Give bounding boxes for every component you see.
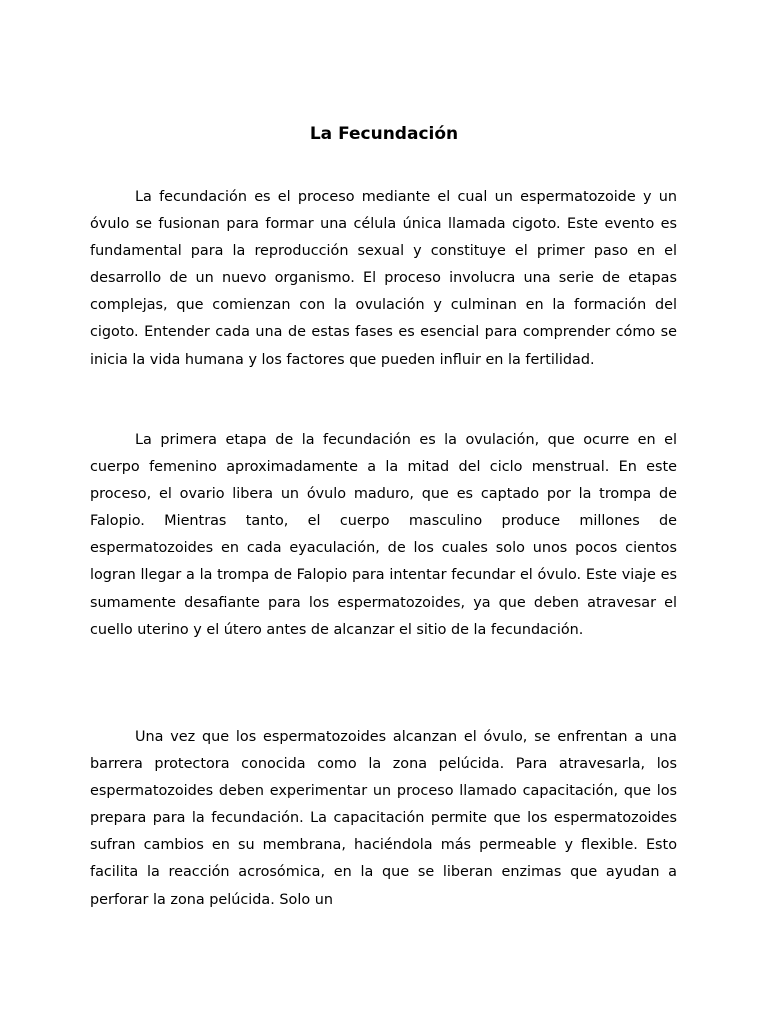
paragraph-1: La fecundación es el proceso mediante el cual un espermatozoide y un óvulo se fusionan para formar una célula única llamada cigoto. Este evento es fundamental para la reproducción sexual y constituye el primer paso en el desarrollo de un nuevo organismo. El proceso involucra una serie de etapas complejas, que comienzan con la ovulación y culminan en la formación del cigoto. Entender cada una de estas fases es esencial para comprender cómo se inicia la vida humana y los factores que pueden influir en la fertilidad. [90,189,677,368]
paragraph-3: Una vez que los espermatozoides alcanzan el óvulo, se enfrentan a una barrera protectora conocida como la zona pelúcida. Para atravesarla, los espermatozoides deben experimentar un proceso llamado capacitación, que los prepara para la fecundación. La capacitación permite que los espermatozoides sufran cambios en su membrana, haciéndola más permeable y flexible. Esto facilita la reacción acrosómica, en la que se liberan enzimas que ayudan a perforar la zona pelúcida. Solo un [90,729,677,908]
document-title: La Fecundación [309,124,459,144]
paragraph-2: La primera etapa de la fecundación es la ovulación, que ocurre en el cuerpo femenino aproximadamente a la mitad del ciclo menstrual. En este proceso, el ovario libera un óvulo maduro, que es captado por la trompa de Falopio. Mientras tanto, el cuerpo masculino produce millones de espermatozoides en cada eyaculación, de los cuales solo unos pocos cientos logran llegar a la trompa de Falopio para intentar fecundar el óvulo. Este viaje es sumamente desafiante para los espermatozoides, ya que deben atravesar el cuello uterino y el útero antes de alcanzar el sitio de la fecundación. [90,432,677,638]
